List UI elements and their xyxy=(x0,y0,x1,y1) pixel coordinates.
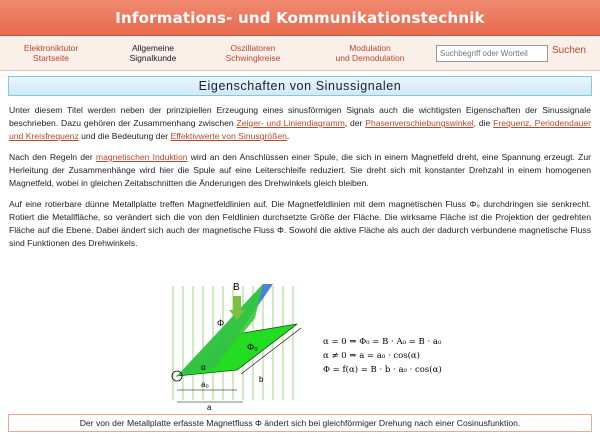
text-run: , die xyxy=(473,118,494,128)
label-phi: Φ xyxy=(217,318,225,328)
equation-1: α = 0 ⇒ Φ₀ = B · A₀ = B · a₀ · b xyxy=(323,337,445,347)
equation-3: Φ = f(α) = B · b · a₀ · cos(α) xyxy=(323,365,442,375)
nav-item-signalkunde[interactable] xyxy=(118,43,188,63)
plate-paragraph: Auf eine rotierbare dünne Metallplatte treffen Magnetfeldlinien auf. Die Magnetfeldlinien mit dem magnetischen Fluss Φ₀ durchdringen sie senkrecht. Rotiert die Metallfläche, so verändert sich die von den Feldlinien durchsetzte Größe der Fläche. Die wirksame Fläche ist die Projektion der gedrehten Fläche auf die Ebene. Dabei ändert sich auch der magnetische Fluss Φ. Sowohl die aktive Fläche als auch der dadurch verbundene magnetische Fluss sind Funktionen des Drehwinkels. xyxy=(9,199,591,248)
intro-paragraph xyxy=(9,104,591,143)
search-button[interactable]: Suchen xyxy=(552,45,586,56)
link-magnetische-induktion[interactable]: magnetischen Induktion xyxy=(95,152,188,162)
nav-item-line1: Oszillatoren xyxy=(230,43,276,53)
search-input[interactable] xyxy=(436,45,548,62)
page-title-text: Eigenschaften von Sinussignalen xyxy=(198,79,402,93)
nav-item-line1: Allgemeine xyxy=(131,43,175,53)
site-title: Informations- und Kommunikationstechnik xyxy=(115,8,485,27)
link-effektivwerte[interactable]: Effektivwerte von Sinusgrößen xyxy=(170,131,287,141)
nav-item-line2: Signalkunde xyxy=(129,53,177,63)
equation-2: α ≠ 0 ⇒ a = a₀ · cos(α) xyxy=(323,351,420,361)
nav-item-line1: Elektroniktutor xyxy=(23,43,79,53)
nav-item-line2: Startseite xyxy=(33,53,69,63)
link-frequenz[interactable]: Frequenz, Periodendauer und Kreisfrequenz xyxy=(9,118,592,141)
main-nav xyxy=(0,36,600,71)
flux-diagram xyxy=(155,278,445,413)
label-phi0: Φ₀ xyxy=(247,342,258,352)
nav-item-modulation[interactable] xyxy=(330,43,410,63)
label-b-dim: b xyxy=(259,375,264,384)
nav-item-line1: Modulation xyxy=(349,43,391,53)
text-run: wird an den Anschlüssen einer Spule, die sich in einem Magnetfeld dreht, eine Spannung erzeugt. Zur Herleitung der Zusammenhänge wird hier die Spule auf eine Leiterschleife reduziert. Sie dreht sich mit konstanter Drehzahl in einem homogenen Magnetfeld, wobei in gleichen Zeitabschnitten die Änderungen des Drehwinkels gleich bleiben. xyxy=(9,152,591,188)
nav-item-startseite[interactable] xyxy=(16,43,86,63)
site-header xyxy=(0,0,600,36)
label-a: a xyxy=(207,403,212,412)
link-phasenverschiebung[interactable]: Phasenverschiebungswinkel xyxy=(365,118,474,128)
induction-paragraph xyxy=(9,151,591,190)
label-b-field: B xyxy=(233,282,240,293)
nav-item-line2: und Demodulation xyxy=(335,53,405,63)
flux-figure xyxy=(155,278,445,413)
main-content xyxy=(0,96,600,250)
figure-caption xyxy=(8,414,592,432)
label-a0: a₀ xyxy=(201,380,209,389)
link-zeigerdiagramm[interactable]: Zeiger- und Liniendiagramm xyxy=(236,118,345,128)
text-run: Nach den Regeln der xyxy=(9,152,96,162)
page-title xyxy=(8,76,592,96)
text-run: Unter diesem Titel werden neben der prinzipiellen Erzeugung eines sinusförmigen Signals auch die wichtigsten Eigenschaften der Sinussignale beschrieben. Dazu gehören der Zusammenhang zwischen xyxy=(9,105,591,128)
label-alpha: α xyxy=(201,363,206,372)
nav-item-oszillatoren[interactable] xyxy=(218,43,288,63)
text-run: , der xyxy=(344,118,366,128)
text-run: . xyxy=(286,131,290,141)
nav-item-line2: Schwingkreise xyxy=(225,53,281,63)
caption-text: Der von der Metallplatte erfasste Magnetfluss Φ ändert sich bei gleichförmiger Drehung nach einer Cosinusfunktion. xyxy=(79,418,521,428)
text-run: und die Bedeutung der xyxy=(78,131,171,141)
